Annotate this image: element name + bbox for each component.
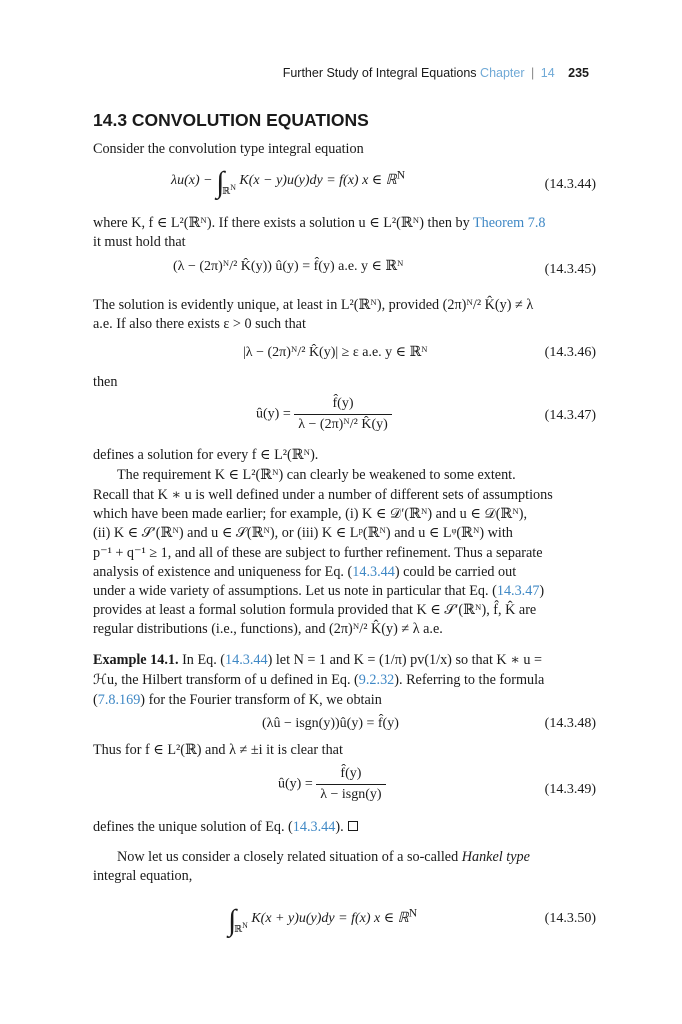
eq-number-47: (14.3.47): [544, 408, 596, 423]
eq-number-49: (14.3.49): [544, 782, 596, 797]
page-number: 235: [568, 66, 589, 80]
equation-14-3-46: |λ − (2π)ᴺ/² K̂(y)| ≥ ε a.e. y ∈ ℝᴺ: [243, 345, 428, 360]
eq-44-domain-sup: N: [230, 182, 236, 192]
intro-text: Consider the convolution type integral equation: [93, 141, 364, 157]
eq-9-2-32-link[interactable]: 9.2.32: [358, 672, 395, 688]
eq-14-3-47-link[interactable]: 14.3.47: [496, 583, 540, 599]
eq-number-50: (14.3.50): [544, 911, 596, 926]
eq-number-46: (14.3.46): [544, 345, 596, 360]
equation-14-3-50: [228, 906, 417, 936]
integral-sign-icon: ∫: [216, 166, 225, 199]
eq-number-45: (14.3.45): [544, 262, 596, 277]
eq-47-numerator: f̂(y): [294, 396, 392, 415]
para-4-line-2: Recall that K ∗ u is well defined under a number of different sets of assumptions: [93, 487, 553, 503]
para-7-line-2: integral equation,: [93, 868, 193, 884]
equation-14-3-48: (λû − isgn(y))û(y) = f̂(y): [262, 716, 399, 731]
eq-50-domain: ℝ: [234, 925, 243, 935]
eq-47-denominator: λ − (2π)ᴺ/² K̂(y): [298, 417, 388, 432]
p6-eq-44-link[interactable]: 14.3.44: [292, 819, 336, 835]
eq-44-body: K(x − y)u(y)dy = f(x) x ∈ ℝ: [239, 173, 397, 188]
para-4-line-8: provides at least a formal solution formula provided that K ∈ 𝒮′(ℝᴺ), f̂, K̂ are: [93, 602, 537, 618]
eq-47-fraction: [294, 396, 392, 433]
chapter-label: Chapter: [480, 66, 525, 80]
eq-44-body-sup: N: [396, 168, 406, 182]
para-3: defines a solution for every f ∈ L²(ℝᴺ).: [93, 447, 319, 463]
theorem-7-8-link[interactable]: Theorem 7.8: [472, 215, 546, 231]
para-4-line-7: under a wide variety of assumptions. Let us note in particular that Eq. (14.3.47): [93, 583, 545, 599]
integral-sign-icon: ∫: [228, 904, 237, 937]
eq-14-3-44-link[interactable]: 14.3.44: [352, 564, 395, 580]
equation-14-3-44: [171, 168, 405, 198]
eq-number-48: (14.3.48): [544, 716, 596, 731]
para-4-line-1: The requirement K ∈ L²(ℝᴺ) can clearly be weakened to some extent.: [117, 467, 516, 483]
para-7-line-1: Now let us consider a closely related situation of a so-called Hankel type: [117, 849, 530, 865]
eq-50-body-sup: N: [408, 906, 418, 920]
eq-49-numerator: f̂(y): [316, 766, 385, 785]
para-1-line-1: where K, f ∈ L²(ℝᴺ). If there exists a solution u ∈ L²(ℝᴺ) then by Theorem 7.8: [93, 215, 546, 231]
example-label: Example 14.1.: [93, 652, 179, 668]
running-header: [283, 66, 589, 80]
example-line-3: (7.8.169) for the Fourier transform of K, we obtain: [93, 692, 382, 708]
para-4-line-3: which have been made earlier; for example, (i) K ∈ 𝒟′(ℝᴺ) and u ∈ 𝒟(ℝᴺ),: [93, 506, 528, 522]
eq-47-lhs: û(y) =: [256, 406, 291, 422]
hankel-type-emphasis: Hankel type: [461, 849, 530, 865]
para-4-line-4: (ii) K ∈ 𝒮′(ℝᴺ) and u ∈ 𝒮(ℝᴺ), or (iii) K ∈ Lᵖ(ℝᴺ) and u ∈ Lᵠ(ℝᴺ) with: [93, 525, 513, 541]
header-separator: |: [531, 66, 535, 80]
para-1-line-2: it must hold that: [93, 234, 186, 250]
para-4-line-5: p⁻¹ + q⁻¹ ≥ 1, and all of these are subject to further refinement. Thus a separate: [93, 545, 543, 561]
eq-number-44: (14.3.44): [544, 177, 596, 192]
para-6: defines the unique solution of Eq. (14.3.44).: [93, 818, 358, 838]
eq-7-8-169-link[interactable]: 7.8.169: [97, 692, 141, 708]
running-title: Further Study of Integral Equations: [282, 66, 477, 80]
eq-44-domain: ℝ: [222, 187, 231, 197]
equation-14-3-47: [256, 396, 392, 433]
chapter-number: 14: [540, 66, 555, 80]
example-line-1: Example 14.1. In Eq. (14.3.44) let N = 1 and K = (1/π) pv(1/x) so that K ∗ u =: [93, 652, 543, 668]
end-of-proof-icon: [348, 821, 358, 831]
eq-49-fraction: [316, 766, 385, 803]
eq-44-lhs: λu(x) −: [171, 173, 213, 188]
section-title: 14.3 CONVOLUTION EQUATIONS: [93, 110, 369, 130]
equation-14-3-45: (λ − (2π)ᴺ/² K̂(y)) û(y) = f̂(y) a.e. y ∈ ℝᴺ: [173, 259, 404, 274]
eq-50-body: K(x + y)u(y)dy = f(x) x ∈ ℝ: [251, 911, 409, 926]
eq-50-domain-sup: N: [242, 920, 248, 930]
eq-49-denominator: λ − isgn(y): [320, 787, 382, 802]
then-text: then: [93, 374, 118, 390]
para-5: Thus for f ∈ L²(ℝ) and λ ≠ ±i it is clear that: [93, 742, 343, 758]
equation-14-3-49: [278, 766, 386, 803]
example-eq-44-link[interactable]: 14.3.44: [225, 652, 268, 668]
example-line-2: ℋu, the Hilbert transform of u defined in Eq. (9.2.32). Referring to the formula: [93, 672, 545, 688]
para-2-line-1: The solution is evidently unique, at least in L²(ℝᴺ), provided (2π)ᴺ/² K̂(y) ≠ λ: [93, 297, 534, 313]
para-4-line-9: regular distributions (i.e., functions), and (2π)ᴺ/² K̂(y) ≠ λ a.e.: [93, 621, 443, 637]
para-4-line-6: analysis of existence and uniqueness for Eq. (14.3.44) could be carried out: [93, 564, 517, 580]
para-2-line-2: a.e. If also there exists ε > 0 such that: [93, 316, 306, 332]
eq-49-lhs: û(y) =: [278, 776, 313, 792]
